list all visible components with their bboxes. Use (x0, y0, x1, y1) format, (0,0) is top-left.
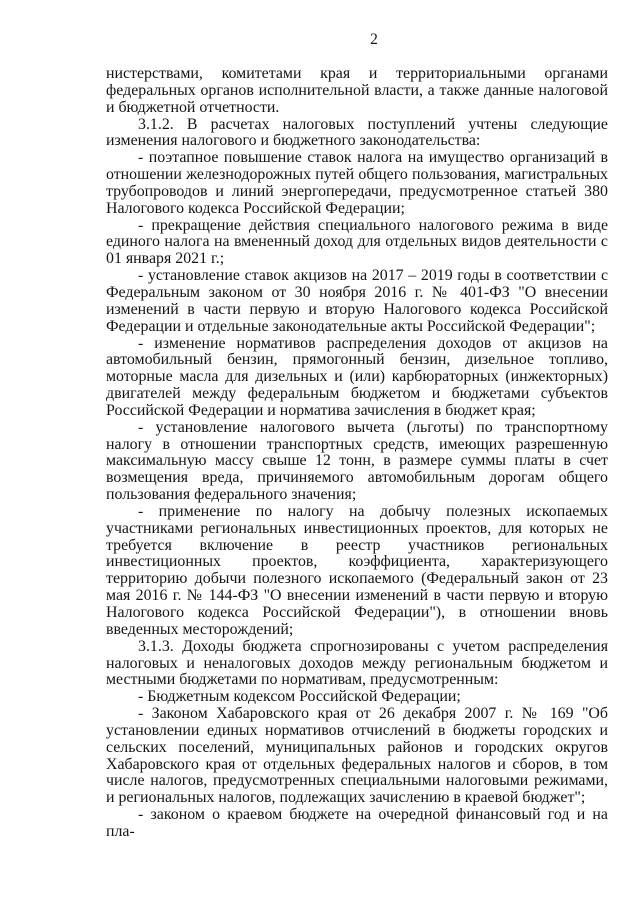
list-item-khabarovsk-law: - Законом Хабаровского края от 26 декабря 2007 г. № 169 "Об установлении единых нормативов отчислений в бюджеты городских и сельских поселений, муниципальных районов и городских округов Хабаровского края от отдельных федеральных налогов и сборов, в том числе налогов, предусмотренных специальными налоговыми режимами, и региональных налогов, подлежащих зачислению в краевой бюджет"; (106, 705, 608, 807)
section-3-1-2: 3.1.2. В расчетах налоговых поступлений учтены следующие изменения налогового и бюджетного законодательства: (106, 115, 608, 150)
paragraph-continuation: нистерствами, комитетами края и территориальными органами федеральных органов исполнительной власти, а также данные налоговой и бюджетной отчетности. (106, 65, 608, 116)
list-item-budget-code: - Бюджетным кодексом Российской Федерации; (138, 688, 461, 706)
list-item-envd: - прекращение действия специального налогового режима в виде единого налога на вмененный доход для отдельных видов деятельности с 01 января 2021 г.; (106, 216, 608, 268)
list-item-transport-tax: - установление налогового вычета (льготы) по транспортному налогу в отношении транспортных средств, имеющих разрешенную максимальную массу свыше 12 тонн, в размере суммы платы в счет возмещения вреда, причиняемого автомобильным дорогам общего пользования федерального значения; (106, 418, 608, 504)
section-3-1-3: 3.1.3. Доходы бюджета спрогнозированы с учетом распределения налоговых и неналоговых доходов между региональным бюджетом и местными бюджетами по нормативам, предусмотренным: (106, 637, 608, 689)
list-item-budget-law: - законом о краевом бюджете на очередной финансовый год и на пла- (106, 806, 608, 840)
list-item-property-tax: - поэтапное повышение ставок налога на имущество организаций в отношении железнодорожных путей общего пользования, магистральных трубопроводов и линий энергопередачи, предусмотренное статьей 380 Налогового кодекса Российской Федерации; (106, 149, 608, 217)
document-body (106, 66, 608, 841)
list-item-mineral-tax: - применение по налогу на добычу полезных ископаемых участниками региональных инвестиционных проектов, для которых не требуется включение в реестр участников региональных инвестиционных проектов, коэффициента, характеризующего территорию добычи полезного ископаемого (Федеральный закон от 23 мая 2016 г. № 144-ФЗ "О внесении изменений в части первую и вторую Налогового кодекса Российской Федерации"), в отношении вновь введенных месторождений; (106, 502, 608, 638)
list-item-excise-rates: - установление ставок акцизов на 2017 – 2019 годы в соответствии с Федеральным законом от 30 ноября 2016 г. № 401-ФЗ "О внесении изменений в части первую и вторую Налогового кодекса Российской Федерации и отдельные законодательные акты Российской Федерации"; (106, 267, 608, 335)
page-number: 2 (370, 31, 378, 48)
list-item-excise-distribution: - изменение нормативов распределения доходов от акцизов на автомобильный бензин, прямогонный бензин, дизельное топливо, моторные масла для дизельных и (или) карбюраторных (инжекторных) двигателей между федеральным бюджетом и бюджетами субъектов Российской Федерации и норматива зачисления в бюджет края; (106, 334, 608, 419)
